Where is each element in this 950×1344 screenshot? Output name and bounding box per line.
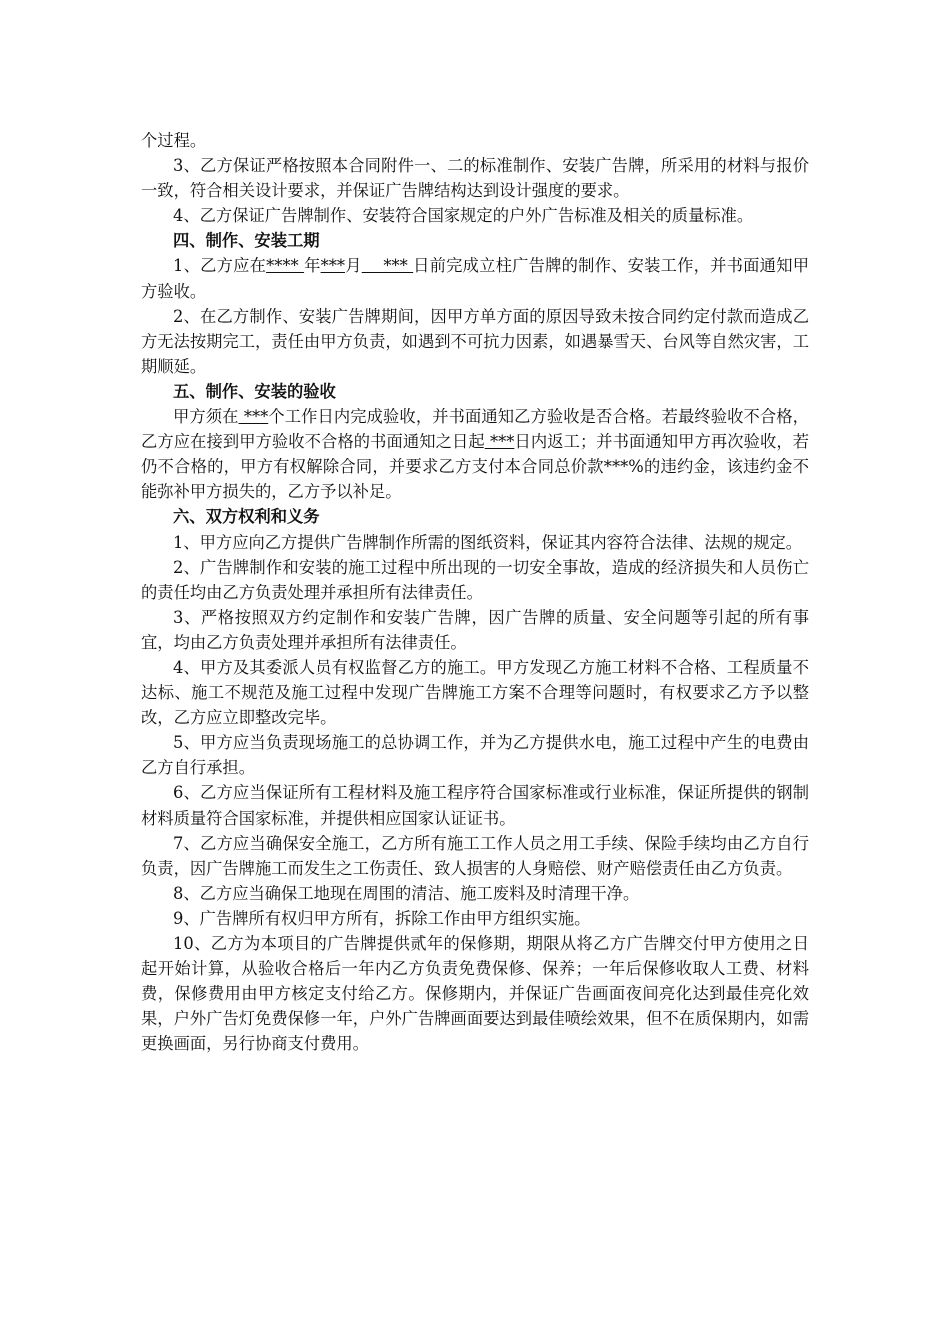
clause-6-9: 9、广告牌所有权归甲方所有，拆除工作由甲方组织实施。: [173, 908, 591, 928]
clause-6-2: 2、广告牌制作和安装的施工过程中所出现的一切安全事故，造成的经济损失和人员伤亡的责任均由乙方负责处理并承担所有法律责任。: [141, 557, 809, 602]
clause-6-8: 8、乙方应当确保工地现在周围的清洁、施工废料及时清理干净。: [173, 883, 640, 903]
section-heading-4: 四、制作、安装工期: [173, 231, 320, 251]
document-page: [141, 128, 809, 1056]
clause-5-text-a: 甲方须在: [173, 407, 239, 427]
clause-3-3: 3、乙方保证严格按照本合同附件一、二的标准制作、安装广告牌，所采用的材料与报价一致，符合相关设计要求，并保证广告牌结构达到设计强度的要求。: [141, 156, 809, 201]
clause-4-1-text-a: 1、乙方应在: [173, 256, 267, 276]
clause-6-1: 1、甲方应向乙方提供广告牌制作所需的图纸资料，保证其内容符合法律、法规的规定。: [173, 532, 803, 552]
clause-6-4: 4、甲方及其委派人员有权监督乙方的施工。甲方发现乙方施工材料不合格、工程质量不达标、施工不规范及施工过程中发现广告牌施工方案不合理等问题时，有权要求乙方予以整改，乙方应立即整改完毕。: [141, 657, 809, 728]
blank-day: ***: [361, 256, 414, 276]
clause-4-1-text-d: 日前完成立柱广告牌的制作、安装工作，并书面通知甲方验收。: [141, 256, 809, 301]
clause-6-3: 3、严格按照双方约定制作和安装广告牌，因广告牌的质量、安全问题等引起的所有事宜，均由乙方负责处理并承担所有法律责任。: [141, 607, 809, 652]
clause-5-text-c: 日内返工；并书面通知甲方再次验收，若仍不合格的，甲方有权解除合同，并要求乙方支付本合同总价款***%的违约金，该违约金不能弥补甲方损失的，乙方予以补足。: [141, 432, 809, 502]
clause-6-10: 10、乙方为本项目的广告牌提供贰年的保修期，期限从将乙方广告牌交付甲方使用之日起开始计算，从验收合格后一年内乙方负责免费保修、保养；一年后保修收取人工费、材料费，保修费用由甲方核定支付给乙方。保修期内，并保证广告画面夜间亮化达到最佳亮化效果，户外广告灯免费保修一年，户外广告牌画面要达到最佳喷绘效果，但不在质保期内，如需更换画面，另行协商支付费用。: [141, 934, 809, 1054]
clause-5-text-b: 个工作日内完成验收，并书面通知乙方验收是否合格。若最终验收不合格，乙方应在接到甲方验收不合格的书面通知之日起: [141, 407, 809, 452]
clause-4-2: 2、在乙方制作、安装广告牌期间，因甲方单方面的原因导致未按合同约定付款而造成乙方无法按期完工，责任由甲方负责，如遇到不可抗力因素，如遇暴雪天、台风等自然灾害，工期顺延。: [141, 306, 809, 376]
section-heading-5: 五、制作、安装的验收: [173, 381, 336, 401]
blank-year: ****: [266, 256, 305, 276]
paragraph-continuation: 个过程。: [141, 131, 207, 150]
clause-4-1-text-c: 月: [345, 256, 362, 276]
section-heading-6: 六、双方权利和义务: [173, 507, 320, 527]
clause-5: [141, 404, 809, 504]
clause-6-5: 5、甲方应当负责现场施工的总协调工作，并为乙方提供水电，施工过程中产生的电费由乙方自行承担。: [141, 733, 809, 778]
clause-4-1-text-b: 年: [304, 256, 321, 276]
clause-3-4: 4、乙方保证广告牌制作、安装符合国家规定的户外广告标准及相关的质量标准。: [173, 206, 754, 226]
blank-month: ***: [320, 256, 345, 276]
clause-6-7: 7、乙方应当确保安全施工，乙方所有施工工作人员之用工手续、保险手续均由乙方自行负责，因广告牌施工而发生之工伤责任、致人损害的人身赔偿、财产赔偿责任由乙方负责。: [141, 833, 809, 878]
blank-rework-days: ***: [484, 432, 515, 452]
clause-4-1: [141, 253, 809, 303]
clause-6-6: 6、乙方应当保证所有工程材料及施工程序符合国家标准或行业标准，保证所提供的钢制材料质量符合国家标准，并提供相应国家认证证书。: [141, 783, 809, 828]
blank-workdays: ***: [238, 407, 269, 427]
